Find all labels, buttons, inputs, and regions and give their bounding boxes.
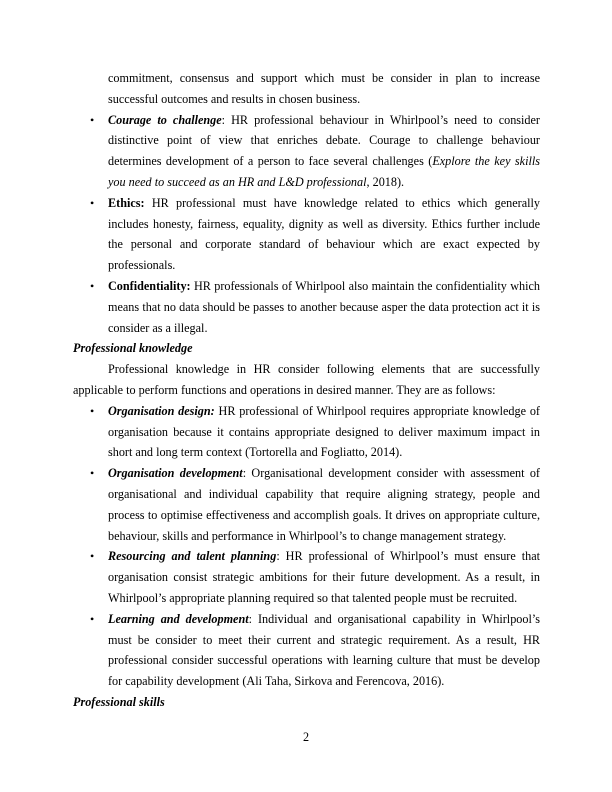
list-item: [73, 463, 540, 546]
item-term: Resourcing and talent planning: [108, 549, 277, 564]
list-item: [73, 110, 540, 193]
item-separator: :: [221, 112, 232, 127]
item-term: Courage to challenge: [108, 112, 222, 127]
item-term: Learning and development: [108, 611, 249, 626]
item-text: HR professionals of Whirlpool also maintain the confidentiality which means that no data should be passes to another because asper the data protection act it is consider as a illegal.: [108, 278, 540, 335]
item-term: Organisation development: [108, 466, 243, 481]
list-item: [73, 546, 540, 608]
bullet-icon: •: [90, 466, 95, 481]
bullet-icon: •: [90, 549, 95, 564]
page-number: 2: [302, 730, 310, 744]
item-term: Organisation design:: [108, 403, 215, 418]
item-text: HR professional of Whirlpool requires appropriate knowledge of organisation because it contains appropriate designed to deliver maximum impact in short and long term context (Tortorella and Fogliatto, 2014).: [108, 403, 540, 460]
item-term: Confidentiality:: [108, 278, 191, 293]
list-item: [73, 193, 540, 276]
behaviour-list: [73, 110, 540, 339]
bullet-icon: •: [90, 403, 95, 418]
list-item: [73, 609, 540, 692]
bullet-icon: •: [90, 195, 95, 210]
section-heading-skills: Professional skills: [73, 694, 165, 709]
knowledge-intro: Professional knowledge in HR consider following elements that are successfully applicable to perform functions and operations in desired manner. They are as follows:: [73, 362, 540, 397]
bullet-icon: •: [90, 112, 95, 127]
bullet-icon: •: [90, 278, 95, 293]
knowledge-list: [73, 401, 540, 692]
item-text: HR professional must have knowledge related to ethics which generally includes honesty, fairness, equality, dignity as well as diversity. Ethics further include the personal and corporate standard of behaviour which are exact expected by professionals.: [108, 195, 540, 273]
continuation-paragraph: [73, 68, 540, 110]
item-text: : HR professional of Whirlpool’s must ensure that organisation consist strategic ambitions for their future development. As a result, in Whirlpool’s appropriate planning required so that talented people must be recruited.: [108, 549, 541, 605]
item-text: : Individual and organisational capability in Whirlpool’s must be consider to meet their current and strategic requirement. As a result, HR professional consider successful operations with learning culture that must be develop for capability development (Ali Taha, Sirkova and Ferencova, 2016).: [108, 611, 540, 689]
continuation-text: commitment, consensus and support which must be consider in plan to increase successful outcomes and results in chosen business.: [108, 71, 540, 106]
item-text: HR professional behaviour in Whirlpool’s need to consider distinctive point of view that enriches debate. Courage to challenge behaviour determines development of a person to face several challenges (: [108, 112, 540, 169]
bullet-icon: •: [90, 611, 95, 626]
list-item: [73, 401, 540, 463]
item-text: : Organisational development consider with assessment of organisational and individual capability that require aligning strategy, people and process to optimise effectiveness and accomplish goals. It drives on appropriate culture, behaviour, skills and performance in Whirlpool’s to change management strategy.: [108, 466, 540, 543]
item-citation-year: , 2018).: [366, 174, 405, 189]
page-content: [73, 68, 540, 713]
section-heading-knowledge: Professional knowledge: [73, 341, 193, 356]
item-citation-title: Explore the key skills you need to succeed as an HR and L&D professional: [108, 154, 540, 189]
list-item: [73, 276, 540, 338]
item-term: Ethics:: [108, 195, 145, 210]
